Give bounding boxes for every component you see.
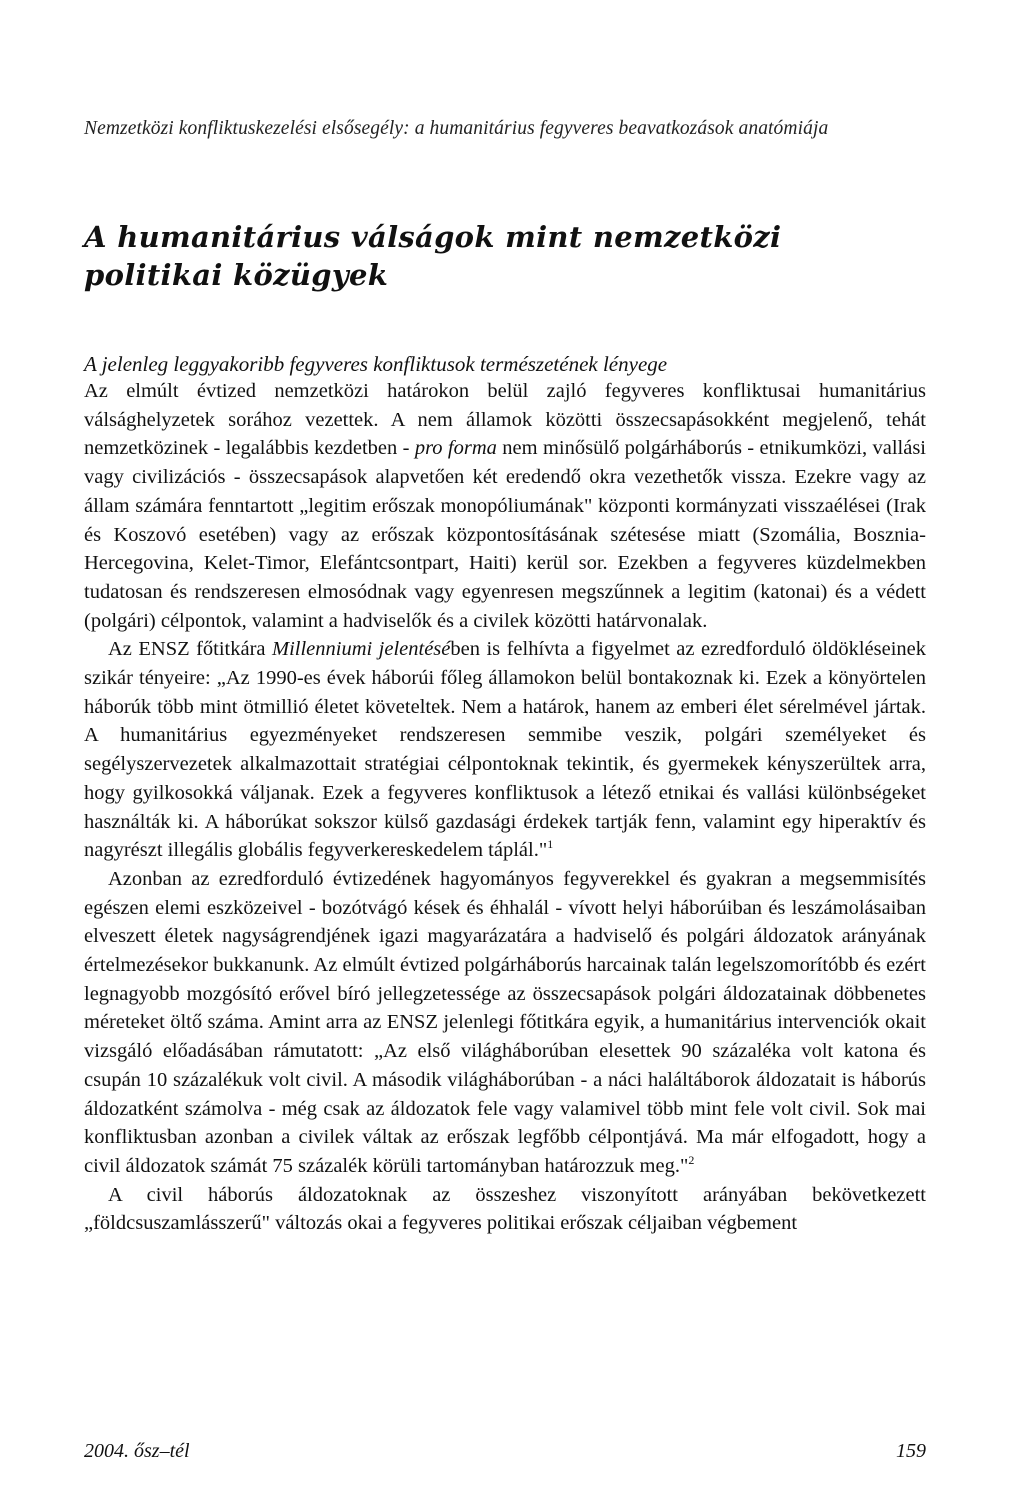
page <box>84 118 926 1238</box>
italic-title: Millenniumi jelentésé <box>272 638 451 661</box>
paragraph-2 <box>84 635 926 865</box>
paragraph-text: Azonban az ezredforduló évtizedének hagyományos fegyverekkel és gyakran a megsemmisítés egészen elemi eszközeivel - bozótvágó kések és éhhalál - vívott helyi háborúiban és leszámolásaiban elveszett életek nagyságrendjének igazi magyarázatára a hadviselő és polgári áldozatok arányának értelmezésekor bukkanunk. Az elmúlt évtized polgárháborús harcainak talán legelszomorítóbb és ezért legnagyobb mozgósító erővel bíró jellegzetessége az összecsapások polgári áldozatainak döbbenetes méreteket öltő száma. Amint arra az ENSZ jelenlegi főtitkára egyik, a humanitárius intervenciók okait vizsgáló előadásában rámutatott: „Az első világháborúban elesettek 90 százaléka volt katona és csupán 10 százalékuk volt civil. A második világháborúban - a náci haláltáborok áldozatait is háborús áldozatként számolva - még csak az áldozatok fele vagy valamivel több mint fele volt civil. Sok mai konfliktusban azonban a civilek váltak az erőszak legfőbb célpontjává. Ma már elfogadott, hogy a civil áldozatok számát 75 százalék körüli tartományban határozzuk meg." <box>84 867 926 1177</box>
paragraph-text: ben is felhívta a figyelmet az ezredforduló öldökléseinek szikár tényeire: „Az 1990-es évek háborúi főleg államokon belül bontakoznak ki. Ezek a könyörtelen háborúk több mint ötmillió életet követeltek. Nem a határok, hanem az emberi élet sérelmével jártak. A humanitárius egyezményeket rendszeresen semmibe veszik, polgári személyeket és segélyszervezetek alkalmazottait stratégiai célpontoknak tekintik, és gyermekek kényszerültek arra, hogy gyilkosokká váljanak. Ezek a fegyveres konfliktusok a létező etnikai és vallási különbségeket használták ki. A háborúkat sokszor külső gazdasági érdekek tartják fenn, valamint egy hiperaktív és nagyrészt illegális globális fegyverkereskedelem táplál." <box>84 638 926 862</box>
body-text <box>84 377 926 1238</box>
footnote-marker[interactable]: 2 <box>688 1152 695 1167</box>
paragraph-text: Az ENSZ főtitkára <box>108 638 272 661</box>
running-header: Nemzetközi konfliktuskezelési elsősegély: a humanitárius fegyveres beavatkozások anatómiája <box>84 118 829 139</box>
chapter-title: A humanitárius válságok mint nemzetközi politikai közügyek <box>84 220 782 292</box>
paragraph-text: Az elmúlt évtized nemzetközi határokon belül zajló fegyveres konfliktusai humanitárius válsághelyzetek sorához vezettek. A nem államok közötti összecsapásokként megjelenő, tehát nemzetközinek - legalábbis kezdetben - <box>84 380 926 460</box>
paragraph-text: nem minősülő polgárháborús - etnikumközi, vallási vagy civilizációs - összecsapások alapvetően két eredendő okra vezethetők vissza. Ezekre vagy az állam számára fenntartott „legitim erőszak monopóliumának" központi kormányzati visszaélései (Irak és Koszovó esetében) vagy az erőszak központosításának szétesése miatt (Szomália, Bosznia-Hercegovina, Kelet-Timor, Elefántcsontpart, Haiti) kerül sor. Ezekben a fegyveres küzdelmekben tudatosan és rendszeresen elmosódnak vagy egyenresen megszűnnek a legitim (katonai) és a védett (polgári) célpontok, valamint a hadviselők és a civilek közötti határvonalak. <box>84 437 926 632</box>
italic-term: pro forma <box>414 437 497 460</box>
paragraph-text: A civil háborús áldozatoknak az összeshez viszonyított arányában bekövetkezett „földcsuszamlásszerű" változás okai a fegyveres politikai erőszak céljaiban végbement <box>84 1183 926 1235</box>
paragraph-4 <box>84 1181 926 1238</box>
footnote-marker[interactable]: 1 <box>547 837 554 852</box>
paragraph-1 <box>84 377 926 635</box>
paragraph-3 <box>84 865 926 1181</box>
page-number: 159 <box>896 1440 926 1462</box>
section-title: A jelenleg leggyakoribb fegyveres konfliktusok természetének lényege <box>84 352 668 376</box>
issue-label: 2004. ősz–tél <box>84 1440 190 1462</box>
